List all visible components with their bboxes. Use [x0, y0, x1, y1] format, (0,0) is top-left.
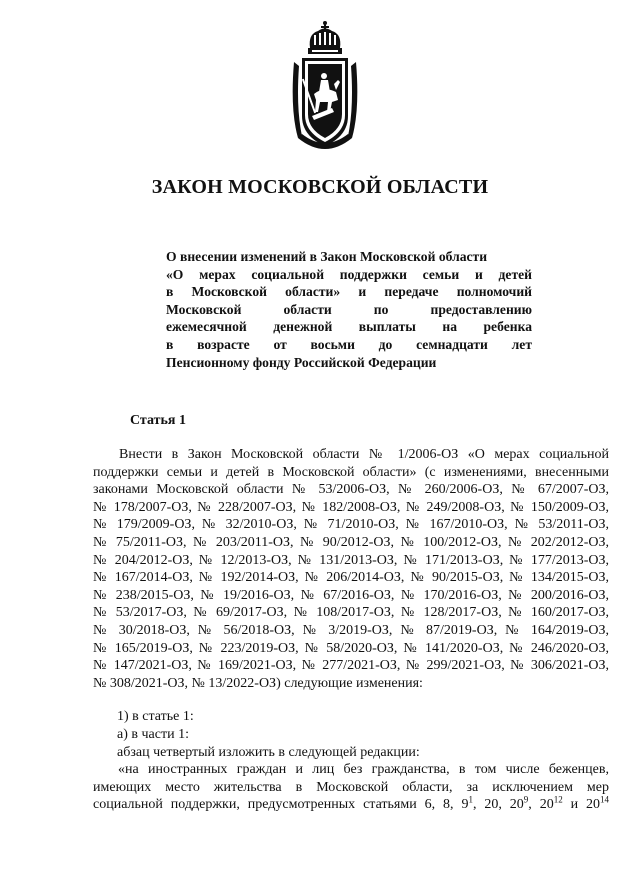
subtitle-line: «О мерах социальной поддержки семьи и детей [166, 266, 532, 282]
quote-line-text: , 20 [528, 797, 554, 813]
item-1: 1) в статье 1: [117, 709, 194, 725]
body-line: № 204/2012-ОЗ, № 12/2013-ОЗ, № 131/2013-ОЗ, № 171/2013-ОЗ, № 177/2013-ОЗ, [93, 552, 609, 568]
subtitle-line: О внесении изменений в Закон Московской области [166, 249, 488, 264]
body-line: законами Московской области № 53/2006-ОЗ, № 260/2006-ОЗ, № 67/2007-ОЗ, [93, 482, 609, 498]
body-line: № 238/2015-ОЗ, № 19/2016-ОЗ, № 67/2016-ОЗ, № 170/2016-ОЗ, № 200/2016-ОЗ, [93, 587, 609, 603]
body-line: № 30/2018-ОЗ, № 56/2018-ОЗ, № 3/2019-ОЗ, № 87/2019-ОЗ, № 164/2019-ОЗ, [93, 622, 609, 638]
item-paragraph: абзац четвертый изложить в следующей редакции: [117, 744, 420, 760]
quote-line: имеющих место жительства в Московской области, за исключением мер [93, 779, 609, 795]
subtitle-line: ежемесячной денежной выплаты на ребенка [166, 319, 532, 335]
document-body [93, 446, 609, 814]
body-line: поддержки семьи и детей в Московской области» (с изменениями, внесенными [93, 464, 609, 480]
superscript: 9 [523, 794, 529, 805]
body-line: № 165/2019-ОЗ, № 223/2019-ОЗ, № 58/2020-ОЗ, № 141/2020-ОЗ, № 246/2020-ОЗ, [93, 640, 609, 656]
body-line: № 178/2007-ОЗ, № 228/2007-ОЗ, № 182/2008-ОЗ, № 249/2008-ОЗ, № 150/2009-ОЗ, [93, 499, 609, 515]
subtitle-line: в Московской области» и передаче полномочий [166, 284, 532, 300]
body-line: № 75/2011-ОЗ, № 203/2011-ОЗ, № 90/2012-ОЗ, № 100/2012-ОЗ, № 202/2012-ОЗ, [93, 534, 609, 550]
quote-line-text: социальной поддержки, предусмотренных статьями 6, 8, 9 [93, 797, 469, 813]
article-heading: Статья 1 [130, 413, 186, 428]
quote-line [93, 796, 609, 814]
subtitle-line: в возрасте от восьми до семнадцати лет [166, 336, 532, 352]
subtitle-line: Московской области по предоставлению [166, 301, 532, 317]
document-subtitle [166, 248, 532, 371]
quote-line-text: и 20 [562, 797, 601, 813]
quote-line: «на иностранных граждан и лиц без гражданства, в том числе беженцев, [118, 762, 609, 778]
body-line: № 53/2017-ОЗ, № 69/2017-ОЗ, № 108/2017-ОЗ, № 128/2017-ОЗ, № 160/2017-ОЗ, [93, 605, 609, 621]
quote-line-text: , 20, 20 [472, 797, 524, 813]
body-line: № 147/2021-ОЗ, № 169/2021-ОЗ, № 277/2021-ОЗ, № 299/2021-ОЗ, № 306/2021-ОЗ, [93, 658, 609, 674]
body-line: Внести в Закон Московской области № 1/2006-ОЗ «О мерах социальной [119, 447, 609, 462]
item-a: а) в части 1: [117, 726, 189, 742]
body-line: № 308/2021-ОЗ, № 13/2022-ОЗ) следующие изменения: [93, 675, 423, 691]
body-line: № 167/2014-ОЗ, № 192/2014-ОЗ, № 206/2014-ОЗ, № 90/2015-ОЗ, № 134/2015-ОЗ, [93, 570, 609, 586]
superscript: 12 [553, 794, 563, 805]
superscript: 14 [600, 794, 610, 805]
body-line: № 179/2009-ОЗ, № 32/2010-ОЗ, № 71/2010-ОЗ, № 167/2010-ОЗ, № 53/2011-ОЗ, [93, 517, 609, 533]
coat-of-arms-icon [288, 20, 362, 160]
superscript: 1 [468, 794, 473, 805]
subtitle-line: Пенсионному фонду Российской Федерации [166, 354, 437, 370]
document-title: ЗАКОН МОСКОВСКОЙ ОБЛАСТИ [151, 176, 489, 198]
